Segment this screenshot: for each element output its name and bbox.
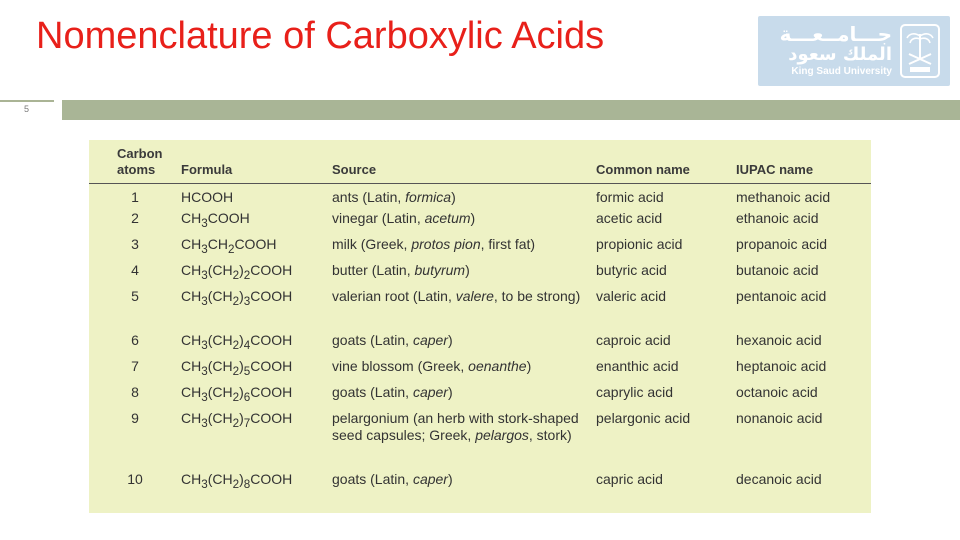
table-row xyxy=(89,288,871,332)
cell-carbon-atoms: 10 xyxy=(127,471,143,487)
cell-formula: $CH_3COOH$ xyxy=(181,210,250,230)
cell-iupac-name: decanoic acid xyxy=(736,471,822,487)
cell-common-name: acetic acid xyxy=(596,210,663,226)
cell-common-name: capric acid xyxy=(596,471,663,487)
university-logo xyxy=(758,16,950,86)
table-row xyxy=(89,184,871,211)
header-carbon-atoms xyxy=(89,140,181,184)
cell-formula: HCOOH xyxy=(181,189,234,205)
logo-english-name: King Saud University xyxy=(791,66,892,77)
cell-formula: $CH_3(CH_2)_4COOH$ xyxy=(181,332,293,352)
cell-carbon-atoms: 4 xyxy=(131,262,139,278)
cell-carbon-atoms: 6 xyxy=(131,332,139,348)
cell-iupac-name: ethanoic acid xyxy=(736,210,819,226)
cell-iupac-name: hexanoic acid xyxy=(736,332,822,348)
cell-source: milk (Greek, protos pion, first fat) xyxy=(332,236,536,252)
cell-carbon-atoms: 7 xyxy=(131,358,139,374)
cell-common-name: butyric acid xyxy=(596,262,667,278)
cell-common-name: caprylic acid xyxy=(596,384,674,400)
cell-iupac-name: methanoic acid xyxy=(736,189,831,205)
cell-common-name: formic acid xyxy=(596,189,664,205)
cell-source: goats (Latin, caper) xyxy=(332,471,453,487)
cell-carbon-atoms: 9 xyxy=(131,410,139,426)
cell-common-name: caproic acid xyxy=(596,332,671,348)
header-iupac-name: IUPAC name xyxy=(736,140,871,184)
cell-carbon-atoms: 5 xyxy=(131,288,139,304)
header-rule-gap xyxy=(54,100,62,120)
cell-source: goats (Latin, caper) xyxy=(332,332,453,348)
cell-common-name: propionic acid xyxy=(596,236,683,252)
cell-carbon-atoms: 2 xyxy=(131,210,139,226)
cell-common-name: pelargonic acid xyxy=(596,410,691,426)
cell-formula: $CH_3(CH_2)_8COOH$ xyxy=(181,471,293,491)
table-row xyxy=(89,262,871,288)
cell-carbon-atoms: 8 xyxy=(131,384,139,400)
cell-formula: $CH_3(CH_2)_3COOH$ xyxy=(181,288,293,308)
cell-formula: $CH_3CH_2COOH$ xyxy=(181,236,277,256)
cell-source: vinegar (Latin, acetum) xyxy=(332,210,476,226)
header-source: Source xyxy=(332,140,596,184)
logo-arabic-line2: الملك سعود xyxy=(788,44,892,65)
cell-formula: $CH_3(CH_2)_6COOH$ xyxy=(181,384,293,404)
carboxylic-acids-table xyxy=(89,140,871,497)
cell-formula: $CH_3(CH_2)_2COOH$ xyxy=(181,262,293,282)
cell-formula: $CH_3(CH_2)_7COOH$ xyxy=(181,410,293,430)
palm-swords-emblem-icon xyxy=(900,24,940,78)
cell-source: butter (Latin, butyrum) xyxy=(332,262,470,278)
cell-iupac-name: pentanoic acid xyxy=(736,288,827,304)
cell-iupac-name: butanoic acid xyxy=(736,262,819,278)
cell-source: goats (Latin, caper) xyxy=(332,384,453,400)
cell-carbon-atoms: 1 xyxy=(131,189,139,205)
header-common-name: Common name xyxy=(596,140,736,184)
cell-source: valerian root (Latin, valere, to be strong) xyxy=(332,288,581,304)
header-rule-bar xyxy=(62,100,960,120)
cell-common-name: enanthic acid xyxy=(596,358,679,374)
table-row xyxy=(89,358,871,384)
table-row xyxy=(89,384,871,410)
cell-iupac-name: octanoic acid xyxy=(736,384,818,400)
cell-formula: $CH_3(CH_2)_5COOH$ xyxy=(181,358,293,378)
table-row xyxy=(89,236,871,262)
cell-iupac-name: propanoic acid xyxy=(736,236,828,252)
cell-carbon-atoms: 3 xyxy=(131,236,139,252)
cell-iupac-name: heptanoic acid xyxy=(736,358,827,374)
cell-source: pelargonium (an herb with stork-shaped seed capsules; Greek, pelargos, stork) xyxy=(332,410,579,443)
cell-common-name: valeric acid xyxy=(596,288,667,304)
table-row xyxy=(89,210,871,236)
table-row xyxy=(89,410,871,471)
carboxylic-acids-table-panel xyxy=(89,140,871,513)
slide-title: Nomenclature of Carboxylic Acids xyxy=(36,15,605,57)
header-formula: Formula xyxy=(181,140,332,184)
header-carbon-atoms-label: Carbon atoms xyxy=(117,146,163,177)
logo-arabic-line1: جـــامــعـــة xyxy=(779,22,892,46)
cell-iupac-name: nonanoic acid xyxy=(736,410,823,426)
table-row xyxy=(89,471,871,497)
cell-source: ants (Latin, formica) xyxy=(332,189,456,205)
table-row xyxy=(89,332,871,358)
table-header-row xyxy=(89,140,871,184)
slide-number: 5 xyxy=(24,104,30,114)
cell-source: vine blossom (Greek, oenanthe) xyxy=(332,358,532,374)
table-body xyxy=(89,184,871,498)
